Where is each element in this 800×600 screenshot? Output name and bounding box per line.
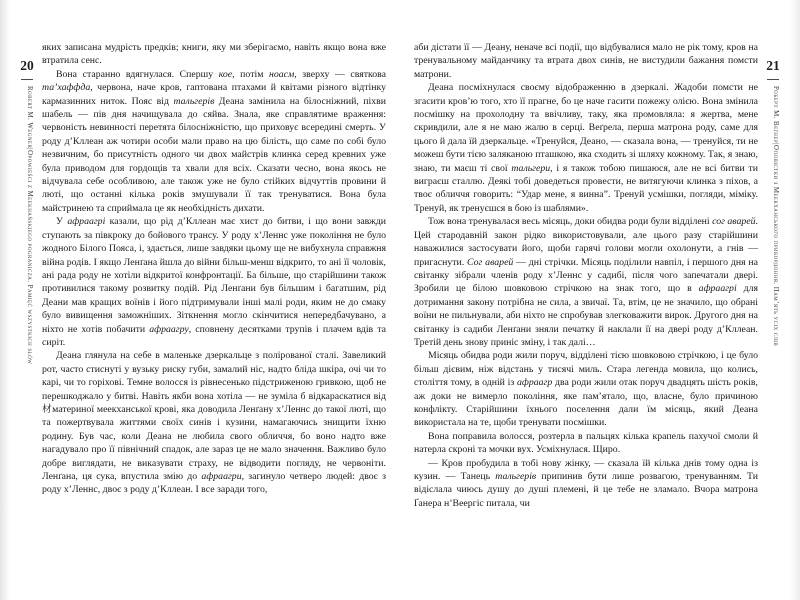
right-margin-running-title [767, 86, 779, 576]
paragraph: Деана посміхнулася своєму відображенню в дзеркалі. Жадоби помсти не згасити кров’ю того, хто її прагне, бо це наче гасити пожежу олією. Вона змінила посмішку на прохолодну та ввічливу, таку, яка промовляла: я жертва, мене скривдили, але я не маю жалю в серці. Веґрела, перша матрона роду, саме для цього й дала їй дзеркальце. «Тренуйся, Деано, — сказала вона, — тренуйся, ти не можеш бути тією заляканою пташкою, яка сходить зі шляху кожному. Так, я знаю, знаю, ти маєш ті свої тальгери, і я також тобою пишаюся, але не всі битви ти виграєш сталлю. Деякі тобі доведеться провести, не витягуючи клинка з піхов, а твоє обличчя говорить: “Удар мене, я винна”. Тренуй усмішки, погляди, міміку. Тренуй, як тренуєшся в бою із шаблями». [414, 82, 758, 214]
left-page-text [42, 41, 386, 497]
paragraph: У афраагрі казали, що рід д’Кллеан має хист до битви, і що вони завжди ступають за півкроку до бойового трансу. У роду х’Леннс уже покоління не було жодного Білого Пояса, і, здається, лише завдяки цьому ще не вибухнула справжня війна родів. І якщо Ленґана йшла до війни більш-менш відкрито, то ані її чоловік, ані рада роду не хотіли відкритої конфронтації. Ба більше, що старійшини також противилися такому розвитку подій. Рід Ленґани був більшим і багатшим, рід Деани мав кращих воїнів і його підтримували інші малі роди, яким не до смаку було вивищення заможніших. Зіткнення могло скінчитися непередбачувано, а ніхто не хотів побачити афраагру, сповнену десятками трупів і плачем вдів та сиріт. [42, 216, 387, 348]
paragraph: аби дістати її — Деану, неначе всі події, що відбувалися мало не рік тому, кров на тренувальному майданчику та втрата двох синів, не вистудили бажання помсти матрони. [414, 42, 758, 80]
paragraph: Тож вона тренувалася весь місяць, доки обидва роди були відділені сог аварей. Цей стародавній закон рідко використовували, але цього разу старійшини наважилися застосувати його, щоби гарячі голови могли охолонути, а гнів — пригаснути. Сог аварей — дні стрічки. Місяць поділили навпіл, і першого дня на світанку зібрали членів роду х’Леннс у садибі, після чого запечатали двері. Зробили це білою шовковою стрічкою на знак того, що в афраагрі для дотримання закону потрібна не сила, а звичаї. Та, втім, це не значило, що обрані воїни не пильнували, аби ніхто не спробував злегковажити вирок. Другого дня на світанку із садиби Ленґани зняли печатку й наклали її на двері роду д’Кллеан. Третій день знову приніс зміну, і так далі… [414, 216, 758, 348]
paragraph: — Кров пробудила в тобі нову жінку, — сказала їй кілька днів тому одна із кузин. — Танець тальгерів припинив бути лише розвагою, тренуванням. Ти відіслала чиюсь душу до душі племені, й це тебе не зламало. Вчора матрона Ґанера н’Веергіс питала, чи [414, 457, 758, 509]
right-page-number: 21 [766, 58, 780, 73]
left-running-author: Robert M. Wegner [26, 86, 33, 149]
right-margin-rule [767, 79, 779, 80]
left-page-number: 20 [20, 58, 34, 73]
left-margin-rule [21, 79, 33, 80]
left-page-edge-shadow [0, 0, 10, 600]
paragraph: Вона поправила волосся, розтерла в пальцях кілька крапель пахучої смоли й натерла скроні та мочки вух. Усміхнулася. Щиро. [414, 430, 758, 456]
left-margin-running-title [21, 86, 33, 576]
right-running-book-title: Оповістки з Меекханського прикордоння. Пам’ять усіх слів [772, 144, 779, 347]
left-running-separator: | [26, 148, 33, 151]
left-running-book-title: Opowieści z Meekhańskiego pogranicza. Pamięć wszystkich słów [26, 150, 33, 365]
paragraph: Вона старанно вдягнулася. Спершу кое, потім ноасм, зверху — святкова та’хаффда, червона, наче кров, гаптована птахами й квітами різного відтінку кармазинних ниток. Пояс від тальгерів Деана замінила на білосніжний, піхви шабель — пів дня начищувала до сяйва. Знала, яке справлятиме враження: червоність невинності перетята білосніжністю, що приховує всередині смерть. У роду д’Кллеан аж чотири особи мали право на цю білість, що саме по собі було незвичним, бо присутність одного чи двох майстрів клинка серед кревних уже була приводом для гордощів та хвали для всіх. Сказати чесно, вона якось не відчувала себе особливою, але також уже не було стійких відчуттів провини й люті, що останні кілька років змушували її так тренуватися. Вона була майстринею та сприймала це як необхідність дихати. [42, 68, 387, 214]
right-running-separator: | [772, 143, 779, 145]
paragraph: яких записана мудрість предків; книги, яку ми зберігаємо, навіть якщо вона вже втратила сенс. [42, 42, 386, 67]
paragraph: Місяць обидва роди жили поруч, відділені тією шовковою стрічкою, і це було більш дієвим, ніж відстань у тисячі миль. Стара легенда мовила, що колись, століття тому, в одній із афраагр два роди жили отак поруч двадцять шість років, аж доки не вимерло покоління, яке пам’ятало, що, власне, було причиною конфлікту. Старійшини їхнього поселення дали їм місяць, який Деана використала на те, щоби тренувати посмішки. [414, 350, 758, 429]
right-running-author: Роберт М. Веґнер [772, 86, 779, 144]
right-page-text [414, 41, 758, 510]
right-page-edge-shadow [790, 0, 800, 600]
paragraph: Деана глянула на себе в маленьке дзеркальце з полірованої сталі. Завеликий рот, часто стиснуті у вузьку риску губи, замалий ніс, надто бліда шкіра, очі чи то карі, чи то горіхові. Темне волосся із рівнесенько підстриженою гривкою, щоб не перешкоджало у битві. Навіть якби вона хотіла — не зуміла б відкараскатися від材материної меекханської крові, яка доводила Ленґану х’Леннс до такої люті, що та пожертвувала життями своїх синів і кузини, намагаючись знищити їхню родину. Був час, коли Деана не любила свого обличчя, бо воно надто вже нагадувало про її північний спадок, але зараз це не мало значення. Важливо було добре виглядати, не виказувати страху, не відводити погляду, не червоніти. Ленґана, ця сука, впустила змію до афраагри, загинуло четверо людей: двоє з роду х’Леннс, двоє з роду д’Кллеан. І все заради того, [42, 350, 386, 496]
